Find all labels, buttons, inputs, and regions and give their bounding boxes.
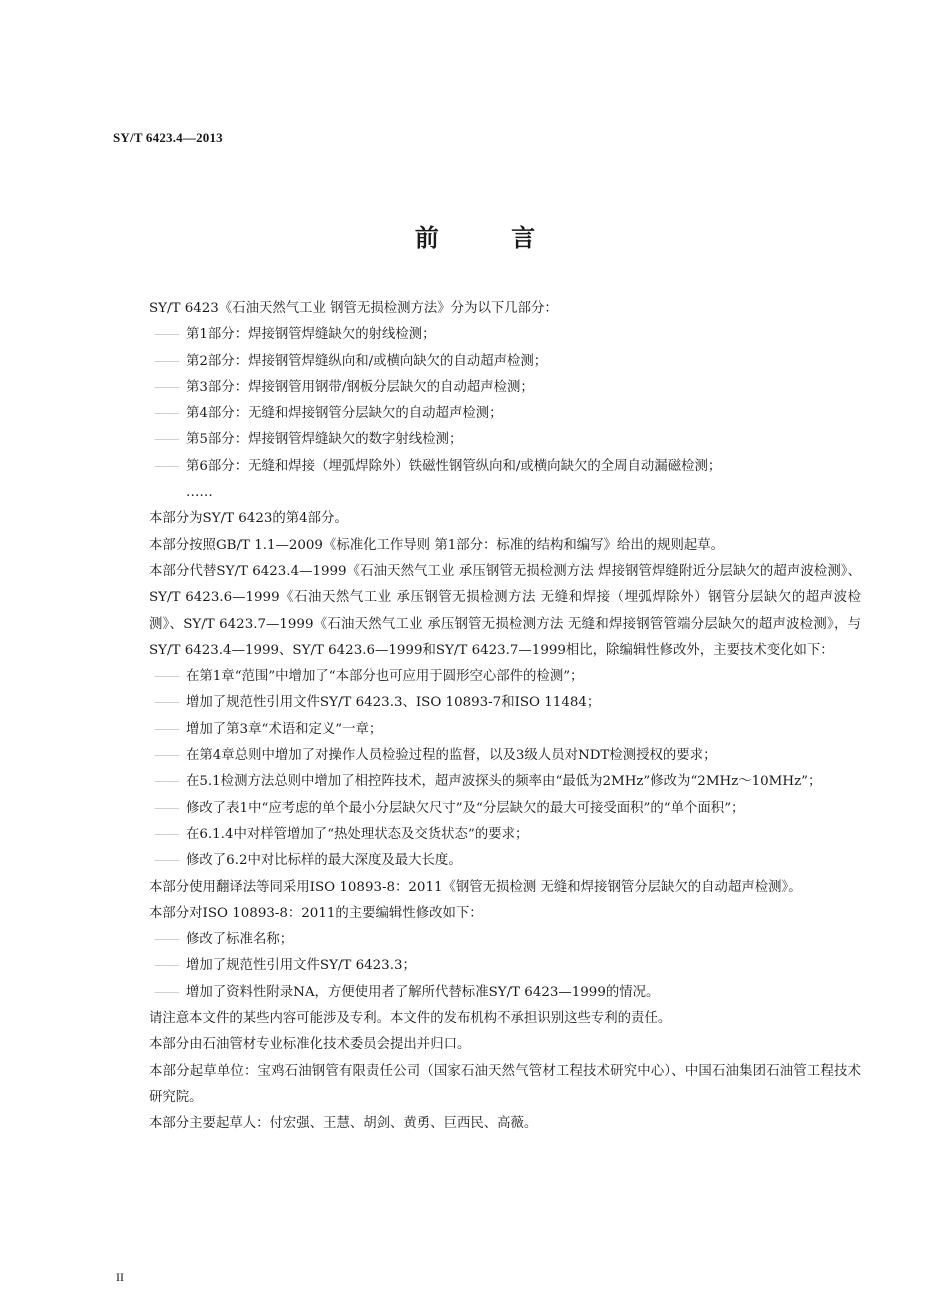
edit-item: —— 修改了标准名称； bbox=[116, 927, 861, 953]
change-item: —— 修改了表1中“应考虑的单个最小分层缺欠尺寸”及“分层缺欠的最大可接受面积”的“单个面积”； bbox=[116, 796, 861, 822]
part-item: —— 第2部分：焊接钢管焊缝纵向和/或横向缺欠的自动超声检测； bbox=[116, 349, 861, 375]
proposed-by: 本部分由石油管材专业标准化技术委员会提出并归口。 bbox=[149, 1037, 471, 1053]
edit-item: —— 增加了资料性附录NA，方便使用者了解所代替标准SY/T 6423—1999的情况。 bbox=[116, 980, 861, 1006]
change-item: —— 在6.1.4中对样管增加了“热处理状态及交货状态”的要求； bbox=[116, 822, 861, 848]
patent-notice: 请注意本文件的某些内容可能涉及专利。本文件的发布机构不承担识别这些专利的责任。 bbox=[149, 1011, 672, 1027]
part-item: —— 第6部分：无缝和焊接（埋弧焊除外）铁磁性钢管纵向和/或横向缺欠的全周自动漏磁检测； bbox=[116, 454, 861, 480]
this-part-statement: 本部分为SY/T 6423的第4部分。 bbox=[149, 511, 348, 527]
drafting-rule: 本部分按照GB/T 1.1—2009《标准化工作导则 第1部分：标准的结构和编写》给出的规则起草。 bbox=[149, 537, 725, 553]
part-item: —— 第1部分：焊接钢管焊缝缺欠的射线检测； bbox=[116, 322, 861, 348]
change-item: —— 在5.1检测方法总则中增加了相控阵技术，超声波探头的频率由“最低为2MHz”修改为“2MHz～10MHz”； bbox=[116, 769, 861, 795]
drafting-units: 本部分起草单位：宝鸡石油钢管有限责任公司（国家石油天然气管材工程技术研究中心）、中国石油集团石油管工程技术研究院。 bbox=[149, 1063, 861, 1105]
drafters: 本部分主要起草人：付宏强、王慧、胡剑、黄勇、巨西民、高薇。 bbox=[149, 1116, 538, 1132]
translation-statement: 本部分使用翻译法等同采用ISO 10893-8：2011《钢管无损检测 无缝和焊接钢管分层缺欠的自动超声检测》。 bbox=[149, 879, 802, 895]
page-number: II bbox=[116, 1270, 124, 1284]
change-item: —— 增加了第3章“术语和定义”一章； bbox=[116, 717, 861, 743]
edit-intro: 本部分对ISO 10893-8：2011的主要编辑性修改如下： bbox=[149, 905, 483, 921]
change-item: —— 增加了规范性引用文件SY/T 6423.3、ISO 10893-7和ISO 11484； bbox=[116, 690, 861, 716]
part-item: —— 第3部分：焊接钢管用钢带/钢板分层缺欠的自动超声检测； bbox=[116, 375, 861, 401]
part-item: —— 第4部分：无缝和焊接钢管分层缺欠的自动超声检测； bbox=[116, 401, 861, 427]
edit-item: —— 增加了规范性引用文件SY/T 6423.3； bbox=[116, 953, 861, 979]
change-item: —— 修改了6.2中对比标样的最大深度及最大长度。 bbox=[116, 848, 861, 874]
preface-body bbox=[116, 296, 861, 1138]
change-item: —— 在第1章“范围”中增加了“本部分也可应用于圆形空心部件的检测”； bbox=[116, 664, 861, 690]
part-ellipsis: …… bbox=[186, 485, 213, 501]
page-title: 前 言 bbox=[414, 224, 568, 252]
standard-code: SY/T 6423.4—2013 bbox=[113, 130, 223, 145]
change-item: —— 在第4章总则中增加了对操作人员检验过程的监督，以及3级人员对NDT检测授权的要求； bbox=[116, 743, 861, 769]
replaces-statement: 本部分代替SY/T 6423.4—1999《石油天然气工业 承压钢管无损检测方法 焊接钢管焊缝附近分层缺欠的超声波检测》、SY/T 6423.6—1999《石油天然气工业 承压钢管无损检测方法 无缝和焊接（埋弧焊除外）钢管分层缺欠的超声波检测》、SY/T 6423.7—1999《石油天然气工业 承压钢管无损检测方法 无缝和焊接钢管管端分层缺欠的超声波检测》，与SY/T 6423.4—1999、SY/T 6423.6—1999和SY/T 6423.7—1999相比，除编辑性修改外，主要技术变化如下： bbox=[149, 563, 861, 658]
part-item: —— 第5部分：焊接钢管焊缝缺欠的数字射线检测； bbox=[116, 427, 861, 453]
parts-intro: SY/T 6423《石油天然气工业 钢管无损检测方法》分为以下几部分： bbox=[149, 301, 558, 316]
